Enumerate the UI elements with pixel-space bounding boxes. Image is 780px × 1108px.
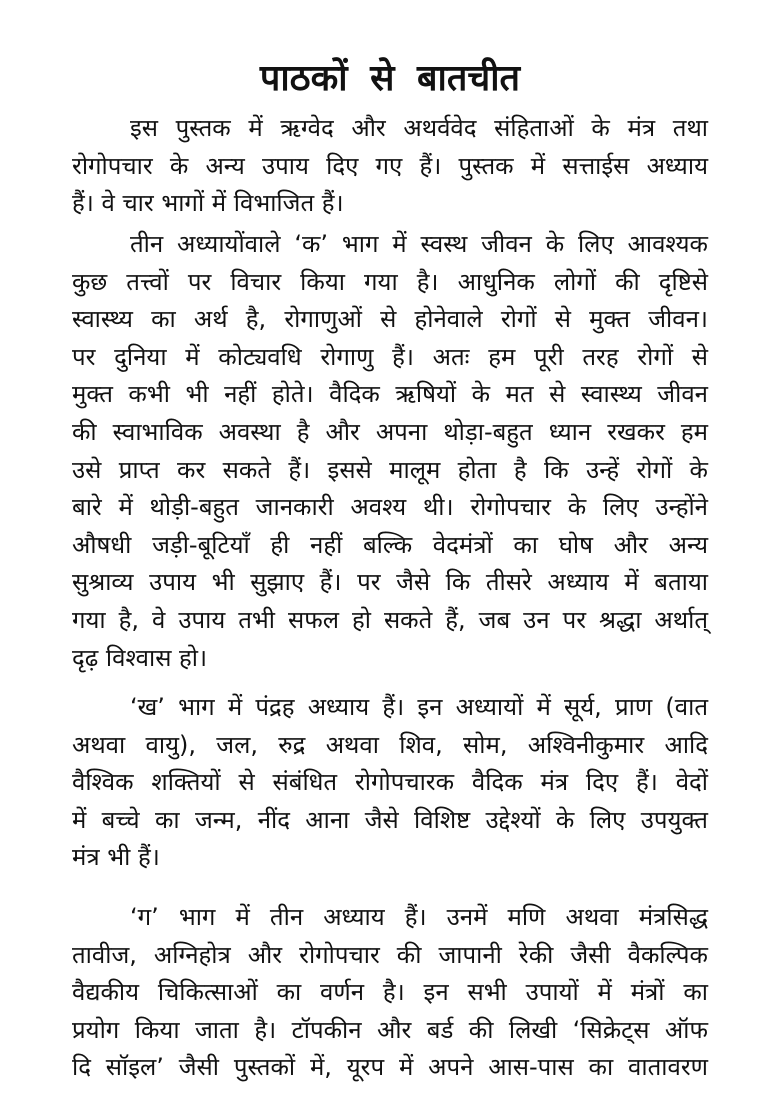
text-line: वैश्विक शक्तियों से संबंधित रोगोपचारक वैदिक मंत्र दिए हैं। वेदों: [72, 768, 708, 797]
paragraph-1: [72, 110, 708, 223]
text-line: दि सॉइल’ जैसी पुस्तकों में, यूरप में अपने आस-पास का वातावरण: [72, 1053, 708, 1082]
text-line: उसे प्राप्त कर सकते हैं। इससे मालूम होता है कि उन्हें रोगों के: [72, 455, 708, 484]
paragraph-2: [72, 226, 708, 677]
text-line: मुक्त कभी भी नहीं होते। वैदिक ऋषियों के मत से स्वास्थ्य जीवन: [72, 380, 708, 409]
text-line: रोगोपचार के अन्य उपाय दिए गए हैं। पुस्तक में सत्ताईस अध्याय: [72, 151, 708, 180]
text-line: ‘ख’ भाग में पंद्रह अध्याय हैं। इन अध्यायों में सूर्य, प्राण (वात: [130, 693, 708, 721]
text-line: गया है, वे उपाय तभी सफल हो सकते हैं, जब उन पर श्रद्धा अर्थात्: [72, 605, 708, 634]
paragraph-3: [72, 689, 708, 877]
text-line: तावीज, अग्निहोत्र और रोगोपचार की जापानी रेकी जैसी वैकल्पिक: [72, 940, 708, 969]
text-line: इस पुस्तक में ऋग्वेद और अथर्ववेद संहिताओं के मंत्र तथा: [130, 114, 708, 142]
text-line: औषधी जड़ी-बूटियाँ ही नहीं बल्कि वेदमंत्रों का घोष और अन्य: [72, 530, 708, 559]
text-line: अथवा वायु), जल, रुद्र अथवा शिव, सोम, अश्विनीकुमार आदि: [72, 730, 708, 759]
text-line: दृढ़ विश्वास हो।: [72, 643, 208, 672]
text-line: मंत्र भी हैं।: [72, 843, 160, 872]
text-line: कुछ तत्त्वों पर विचार किया गया है। आधुनिक लोगों की दृष्टिसे: [72, 267, 708, 296]
text-line: सुश्राव्य उपाय भी सुझाए हैं। पर जैसे कि तीसरे अध्याय में बताया: [72, 568, 708, 597]
text-line: की स्वाभाविक अवस्था है और अपना थोड़ा-बहुत ध्यान रखकर हम: [72, 417, 708, 446]
text-line: वैद्यकीय चिकित्साओं का वर्णन है। इन सभी उपायों में मंत्रों का: [72, 978, 708, 1007]
text-line: बारे में थोड़ी-बहुत जानकारी अवश्य थी। रोगोपचार के लिए उन्होंने: [72, 493, 708, 522]
text-line: प्रयोग किया जाता है। टॉपकीन और बर्ड की लिखी ‘सिक्रेट्स ऑफ: [72, 1015, 708, 1044]
text-line: तीन अध्यायोंवाले ‘क’ भाग में स्वस्थ जीवन के लिए आवश्यक: [130, 230, 708, 258]
text-line: हैं। वे चार भागों में विभाजित हैं।: [72, 189, 344, 218]
paragraph-4: [72, 899, 708, 1087]
page-title: पाठकों से बातचीत: [259, 58, 521, 99]
text-line: स्वास्थ्य का अर्थ है, रोगाणुओं से होनेवाले रोगों से मुक्त जीवन।: [72, 305, 708, 334]
text-line: में बच्चे का जन्म, नींद आना जैसे विशिष्ट उद्देश्यों के लिए उपयुक्त: [72, 805, 708, 834]
text-line: पर दुनिया में कोट्यवधि रोगाणु हैं। अतः हम पूरी तरह रोगों से: [72, 342, 708, 371]
text-line: ‘ग’ भाग में तीन अध्याय हैं। उनमें मणि अथवा मंत्रसिद्ध: [130, 903, 708, 931]
